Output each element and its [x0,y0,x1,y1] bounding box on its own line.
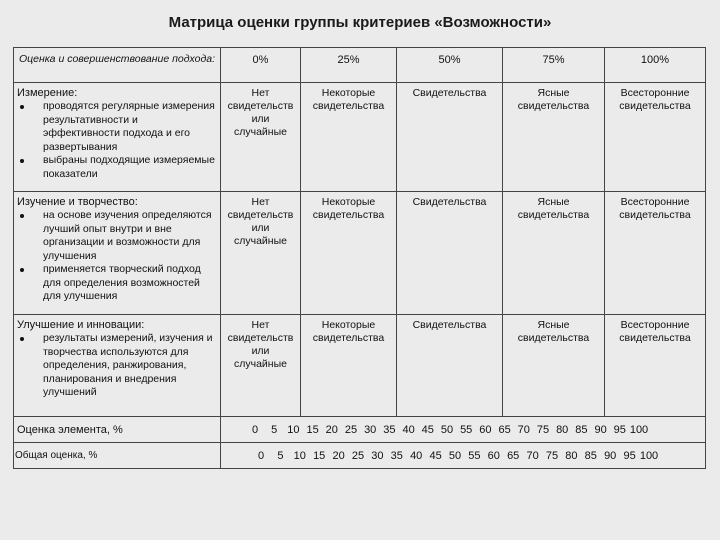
criterion-title: Измерение: [17,87,78,99]
score-option[interactable]: 50 [448,449,462,462]
score-option[interactable]: 70 [517,423,530,436]
score-option[interactable]: 0 [257,449,265,462]
score-option[interactable]: 15 [306,423,319,436]
score-option[interactable]: 65 [498,423,511,436]
level-cell: Свидетельства [397,315,503,417]
total-score-row [14,443,706,469]
score-option[interactable]: 90 [604,449,617,462]
header-level-0: 0% [221,48,301,83]
score-option[interactable]: 70 [526,449,539,462]
level-cell: Свидетельства [397,83,503,192]
score-option[interactable]: 25 [344,423,358,436]
header-level-100: 100% [605,48,706,83]
score-option[interactable]: 5 [277,449,284,462]
score-option[interactable]: 95 [613,423,626,436]
criterion-improvement [14,315,221,417]
criterion-bullet: выбраны подходящие измеряемые показатели [17,154,217,181]
criterion-row-improvement [14,315,706,417]
score-option[interactable]: 40 [402,423,415,436]
level-cell: Нет свидетельств или случайные [221,315,301,417]
score-option[interactable]: 40 [410,449,423,462]
score-option[interactable]: 90 [594,423,607,436]
criterion-row-measurement [14,83,706,192]
score-option[interactable]: 35 [390,449,403,462]
score-option[interactable]: 100 [639,449,659,462]
header-row [14,48,706,83]
score-option[interactable]: 30 [371,449,384,462]
score-option[interactable]: 75 [545,449,559,462]
score-option[interactable]: 85 [584,449,597,462]
score-option[interactable]: 15 [313,449,326,462]
level-cell: Всесторонние свидетельства [605,83,706,192]
score-option[interactable]: 10 [293,449,306,462]
criterion-title: Изучение и творчество: [17,196,138,208]
criterion-bullet: результаты измерений, изучения и творчества используются для определения, ранжирования, планирования и внедрения улучшений [17,332,217,400]
header-level-25: 25% [301,48,397,83]
score-option[interactable]: 75 [536,423,550,436]
level-cell: Некоторые свидетельства [301,315,397,417]
score-option[interactable]: 35 [383,423,396,436]
score-option[interactable]: 30 [364,423,377,436]
criterion-row-learning [14,192,706,315]
score-option[interactable]: 95 [623,449,636,462]
assessment-matrix [13,47,706,469]
score-option[interactable]: 55 [468,449,481,462]
score-option[interactable]: 80 [556,423,569,436]
criterion-title: Улучшение и инновации: [17,319,145,331]
total-score-scale-cell [221,443,706,469]
score-option[interactable]: 80 [565,449,578,462]
total-score-label: Общая оценка, % [14,443,221,469]
score-option[interactable]: 85 [575,423,588,436]
level-cell: Ясные свидетельства [503,192,605,315]
level-cell: Некоторые свидетельства [301,192,397,315]
score-option[interactable]: 55 [460,423,473,436]
level-cell: Ясные свидетельства [503,83,605,192]
score-option[interactable]: 0 [251,423,259,436]
level-cell: Свидетельства [397,192,503,315]
criterion-learning [14,192,221,315]
criterion-measurement [14,83,221,192]
score-option[interactable]: 65 [507,449,520,462]
score-option[interactable]: 100 [629,423,649,436]
level-cell: Нет свидетельств или случайные [221,192,301,315]
level-cell: Ясные свидетельства [503,315,605,417]
score-option[interactable]: 10 [287,423,300,436]
level-cell: Некоторые свидетельства [301,83,397,192]
score-option[interactable]: 45 [421,423,434,436]
score-option[interactable]: 45 [429,449,442,462]
element-score-label: Оценка элемента, % [14,417,221,443]
score-option[interactable]: 25 [351,449,365,462]
criterion-bullet: проводятся регулярные измерения результативности и эффективности подхода и его развертывания [17,100,217,154]
criterion-bullet: на основе изучения определяются лучший опыт внутри и вне организации и возможности для улучшения [17,209,217,263]
score-option[interactable]: 60 [487,449,500,462]
score-option[interactable]: 5 [271,423,278,436]
score-option[interactable]: 20 [332,449,345,462]
element-score-scale-cell [221,417,706,443]
header-level-50: 50% [397,48,503,83]
element-score-row [14,417,706,443]
header-approach: Оценка и совершенствование подхода: [14,48,221,83]
header-level-75: 75% [503,48,605,83]
level-cell: Всесторонние свидетельства [605,315,706,417]
score-option[interactable]: 60 [479,423,492,436]
page-title: Матрица оценки группы критериев «Возможности» [168,14,552,31]
score-option[interactable]: 50 [440,423,454,436]
level-cell: Нет свидетельств или случайные [221,83,301,192]
score-option[interactable]: 20 [325,423,338,436]
level-cell: Всесторонние свидетельства [605,192,706,315]
criterion-bullet: применяется творческий подход для определения возможностей для улучшения [17,263,217,304]
